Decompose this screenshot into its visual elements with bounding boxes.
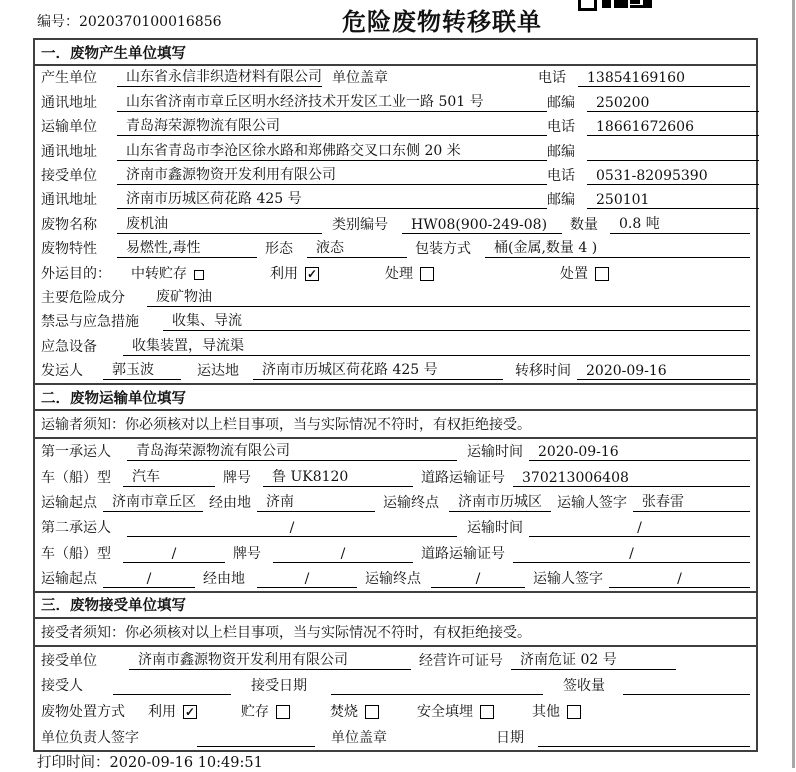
checkbox-option (148, 701, 197, 721)
field-label: 单位盖章 (331, 730, 387, 747)
field-value: 济南市鑫源物资开发利用有限公司 (117, 164, 547, 185)
field-label: 第一承运人 (41, 444, 111, 461)
print-timestamp (37, 751, 263, 772)
form-row (35, 115, 756, 139)
form-row (35, 66, 756, 90)
field-label: 运输时间 (467, 444, 523, 461)
field-label: 运输人签字 (557, 494, 627, 511)
field-value: 0.8 吨 (610, 213, 750, 234)
form-row (35, 286, 756, 310)
checkbox-checked-icon: ✓ (306, 266, 318, 281)
field-label: 邮编 (547, 94, 575, 111)
field-value: 郭玉波 (103, 359, 181, 380)
field-value: 易燃性,毒性 (117, 237, 257, 258)
field-value: 山东省青岛市李沧区徐水路和郑佛路交叉口东侧 20 米 (117, 140, 547, 161)
checkbox-option (560, 263, 609, 283)
checkbox-unchecked-icon (567, 705, 581, 719)
page-title: 危险废物转移联单 (342, 7, 542, 36)
field-label: 产生单位 (41, 70, 97, 87)
field-label: 邮编 (547, 143, 575, 160)
field-label: 数量 (570, 216, 598, 233)
field-value: / (513, 546, 750, 563)
field-label: 日期 (496, 730, 524, 747)
checkbox-label: 焚烧 (330, 704, 358, 721)
field-label: 第二承运人 (41, 520, 111, 537)
field-value: 济南市章丘区 (103, 491, 203, 512)
checkbox-option (417, 701, 494, 721)
checkbox-checked-icon: ✓ (184, 705, 196, 720)
field-value-blank (587, 145, 759, 161)
checkbox-unchecked-icon (480, 705, 494, 719)
field-value: 济南市历城区荷花路 425 号 (253, 359, 503, 380)
form-row (35, 439, 756, 464)
checkbox-unchecked-icon (194, 270, 204, 280)
field-value: / (103, 571, 195, 588)
field-value: 13854169160 (578, 70, 750, 87)
notice-text: 接受者须知：你必须核对以上栏目事项，当与实际情况不符时，有权拒绝接受。 (35, 619, 756, 647)
field-value: / (127, 520, 457, 537)
field-label: 运输起点 (41, 570, 97, 587)
form-row (35, 334, 756, 358)
form-row (35, 164, 756, 188)
field-value: 济南市鑫源物资开发利用有限公司 (129, 649, 411, 670)
field-label: 废物名称 (41, 216, 97, 233)
field-label: 电话 (547, 119, 575, 136)
checkbox-label: 处置 (560, 265, 588, 282)
form-row (35, 724, 756, 750)
field-value: 山东省永信非织造材料有限公司 (117, 66, 322, 87)
field-label: 电话 (547, 167, 575, 184)
serial-label: 编号： (37, 14, 79, 30)
form-row (35, 647, 756, 673)
section-title: 二．废物运输单位填写 (35, 385, 756, 411)
field-label: 运输终点 (365, 570, 421, 587)
field-value: HW08(900-249-08) (402, 217, 562, 234)
field-value: 张春雷 (633, 491, 750, 512)
field-label: 包装方式 (415, 241, 471, 258)
form-row (35, 673, 756, 699)
field-value: 2020-09-16 (529, 444, 750, 461)
form-row (35, 490, 756, 515)
field-label: 接受人 (41, 678, 83, 695)
qr-block (643, 0, 652, 8)
serial-number: 2020370100016856 (79, 14, 222, 30)
field-value: 桶(金属,数量 4 ) (485, 237, 750, 258)
field-label: 废物特性 (41, 241, 97, 258)
form-row (35, 139, 756, 163)
field-value: 收集、导流 (163, 310, 750, 331)
field-value: / (273, 546, 413, 563)
field-value: / (257, 571, 357, 588)
section-title: 一．废物产生单位填写 (35, 40, 756, 66)
form-row (35, 261, 756, 285)
form-row (35, 698, 756, 724)
field-label: 通讯地址 (41, 143, 97, 160)
form-row (35, 212, 756, 236)
form-row (35, 359, 756, 383)
field-label: 运输单位 (41, 119, 97, 136)
field-value: 济南 (257, 491, 375, 512)
qr-block (614, 0, 628, 8)
field-label: 通讯地址 (41, 94, 97, 111)
print-time-label: 打印时间： (37, 755, 110, 771)
field-value: 18661672606 (587, 119, 759, 136)
checkbox-option (270, 263, 319, 283)
field-value: 青岛海荣源物流有限公司 (127, 440, 457, 461)
field-value: 废矿物油 (147, 286, 750, 307)
field-value: 济南市历城区 (449, 491, 551, 512)
checkbox-label: 安全填埋 (417, 704, 473, 721)
field-label: 接受日期 (251, 678, 307, 695)
field-label: 运输人签字 (533, 570, 603, 587)
field-value: 汽车 (123, 466, 215, 487)
field-label: 经由地 (203, 570, 245, 587)
field-label: 发运人 (41, 363, 83, 380)
form-row (35, 237, 756, 261)
field-value: 0531-82095390 (587, 168, 759, 185)
field-label: 类别编号 (332, 216, 388, 233)
field-label: 道路运输证号 (421, 469, 505, 486)
form-row (35, 515, 756, 540)
field-value: 250200 (587, 95, 759, 112)
print-time-value: 2020-09-16 10:49:51 (109, 755, 263, 771)
field-label: 单位盖章 (332, 70, 388, 87)
field-label: 外运目的： (41, 265, 111, 282)
checkbox-option (131, 263, 204, 283)
field-label: 邮编 (547, 192, 575, 209)
field-label: 应急设备 (41, 338, 97, 355)
field-label: 道路运输证号 (421, 545, 505, 562)
form-section-3 (35, 591, 756, 750)
qr-block (630, 0, 640, 4)
form-section-1 (35, 40, 756, 383)
field-value: 液态 (307, 237, 407, 258)
field-value-blank (331, 679, 543, 695)
field-value: / (529, 520, 750, 537)
field-value-blank (623, 679, 750, 695)
qr-code-fragment-icon (578, 0, 658, 9)
checkbox-unchecked-icon (365, 705, 379, 719)
field-value: 济南危证 02 号 (511, 649, 676, 670)
field-label: 牌号 (233, 545, 261, 562)
field-value-blank (538, 731, 750, 747)
field-label: 运输终点 (383, 494, 439, 511)
field-value: / (609, 571, 750, 588)
scrollbar[interactable] (792, 0, 795, 768)
field-value-blank (197, 731, 315, 747)
notice-text: 运输者须知：你必须核对以上栏目事项，当与实际情况不符时，有权拒绝接受。 (35, 411, 756, 439)
field-label: 运输时间 (467, 520, 523, 537)
checkbox-label: 利用 (270, 265, 298, 282)
form-section-2 (35, 383, 756, 591)
field-label: 废物处置方式 (41, 704, 125, 721)
manifest-form (33, 38, 758, 752)
checkbox-label: 贮存 (241, 704, 269, 721)
field-value: 鲁 UK8120 (263, 466, 413, 487)
field-value: 2020-09-16 (577, 363, 750, 380)
checkbox-label: 其他 (532, 704, 560, 721)
checkbox-unchecked-icon (595, 267, 609, 281)
field-value: 废机油 (117, 213, 322, 234)
section-title: 三．废物接受单位填写 (35, 593, 756, 619)
field-label: 接受单位 (41, 652, 97, 669)
field-label: 签收量 (563, 678, 605, 695)
field-label: 主要危险成分 (41, 289, 125, 306)
qr-block (578, 0, 597, 11)
form-row (35, 188, 756, 212)
checkbox-option (385, 263, 434, 283)
form-row (35, 464, 756, 489)
field-label: 转移时间 (515, 363, 571, 380)
form-row (35, 310, 756, 334)
field-label: 运输起点 (41, 494, 97, 511)
checkbox-label: 利用 (148, 704, 176, 721)
field-value-blank (113, 679, 231, 695)
field-value: 青岛海荣源物流有限公司 (117, 115, 547, 136)
form-row (35, 90, 756, 114)
checkbox-option (330, 701, 379, 721)
qr-block (602, 0, 611, 8)
field-label: 电话 (538, 70, 566, 87)
field-value: 济南市历城区荷花路 425 号 (117, 188, 547, 209)
checkbox-label: 处理 (385, 265, 413, 282)
field-label: 禁忌与应急措施 (41, 314, 139, 331)
checkbox-unchecked-icon (276, 705, 290, 719)
field-value: / (123, 546, 225, 563)
field-value: 370213006408 (513, 470, 750, 487)
field-label: 车（船）型 (41, 545, 111, 562)
checkbox-option (241, 701, 290, 721)
field-value: / (431, 571, 525, 588)
field-value: 250101 (587, 192, 759, 209)
field-label: 通讯地址 (41, 192, 97, 209)
field-label: 牌号 (223, 469, 251, 486)
field-label: 车（船）型 (41, 469, 111, 486)
checkbox-unchecked-icon (420, 267, 434, 281)
field-value: 收集装置，导流渠 (123, 335, 750, 356)
form-row (35, 566, 756, 591)
checkbox-option (532, 701, 581, 721)
field-value: 山东省济南市章丘区明水经济技术开发区工业一路 501 号 (117, 91, 547, 112)
field-label: 接受单位 (41, 167, 97, 184)
checkbox-label: 中转贮存 (131, 265, 187, 282)
field-label: 形态 (265, 241, 293, 258)
field-label: 经营许可证号 (419, 652, 503, 669)
field-label: 经由地 (209, 494, 251, 511)
field-label: 运达地 (197, 363, 239, 380)
field-label: 单位负责人签字 (41, 730, 139, 747)
form-row (35, 540, 756, 565)
